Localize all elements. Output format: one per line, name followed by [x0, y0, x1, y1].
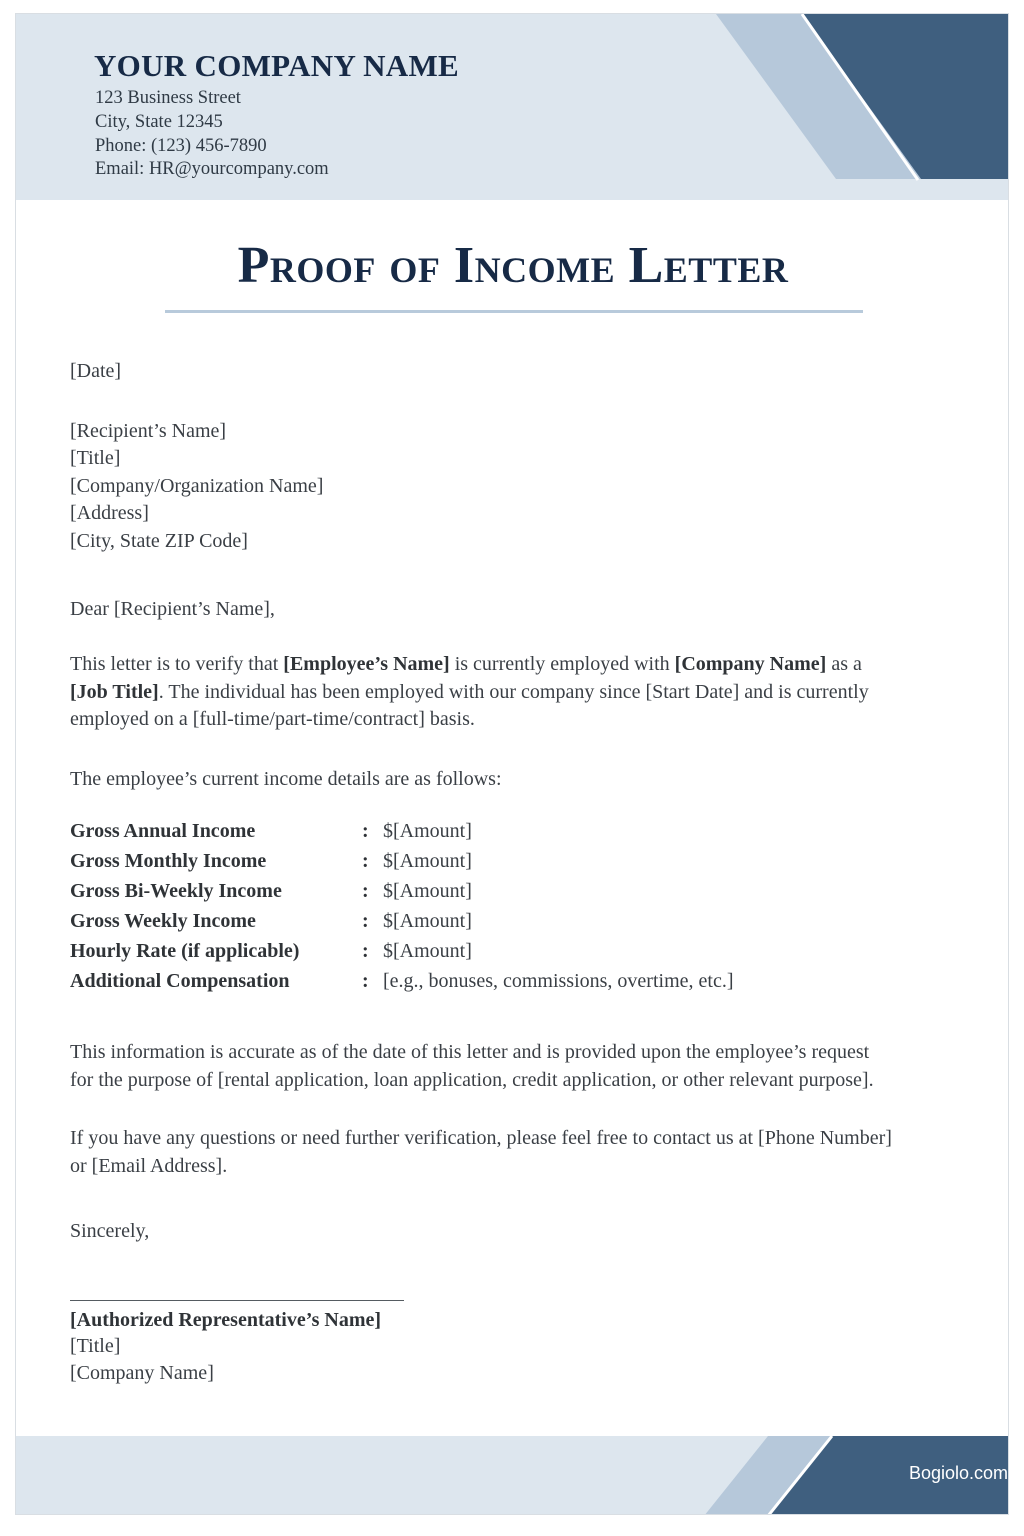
footer-decoration: [16, 1436, 1009, 1515]
recipient-address: [Address]: [70, 502, 149, 524]
letter-date: [Date]: [70, 360, 122, 382]
salutation: Dear [Recipient’s Name],: [70, 598, 275, 620]
recipient-company: [Company/Organization Name]: [70, 475, 324, 497]
income-label: Additional Compensation: [70, 970, 290, 992]
company-street: 123 Business Street: [95, 88, 241, 108]
income-label: Gross Monthly Income: [70, 850, 267, 872]
income-colon: :: [362, 850, 369, 872]
paragraph-line: or [Email Address].: [70, 1154, 228, 1177]
text-run: This letter is to verify that: [70, 653, 284, 675]
contact-paragraph: [70, 1125, 892, 1180]
paragraph-line: [70, 651, 869, 679]
signature-line: [70, 1300, 404, 1301]
employee-name-placeholder: [Employee’s Name]: [283, 653, 450, 675]
income-value: $[Amount]: [383, 880, 472, 902]
income-colon: :: [362, 820, 369, 842]
company-email: Email: HR@yourcompany.com: [95, 159, 329, 179]
signer-name: [Authorized Representative’s Name]: [70, 1309, 382, 1331]
income-colon: :: [362, 970, 369, 992]
signer-title: [Title]: [70, 1335, 121, 1357]
paragraph-line: [70, 679, 869, 707]
text-run: is currently employed with: [449, 653, 675, 675]
company-phone: Phone: (123) 456-7890: [95, 136, 267, 156]
income-value: [e.g., bonuses, commissions, overtime, etc.]: [383, 970, 734, 992]
job-title-placeholder: [Job Title]: [70, 680, 159, 703]
company-city-state: City, State 12345: [95, 112, 223, 132]
income-colon: :: [362, 940, 369, 962]
paragraph-line: This information is accurate as of the date of this letter and is provided upon the employee’s request: [70, 1041, 870, 1063]
letter-page: [15, 13, 1009, 1515]
accuracy-paragraph: [70, 1039, 874, 1094]
letter-title: Proof of Income Letter: [237, 237, 789, 294]
paragraph-line: If you have any questions or need further verification, please feel free to contact us at [Phone Number]: [70, 1127, 892, 1149]
income-value: $[Amount]: [383, 820, 472, 842]
title-underline: [165, 310, 863, 313]
signer-company: [Company Name]: [70, 1362, 214, 1384]
verification-paragraph: [70, 651, 869, 734]
income-label: Gross Bi-Weekly Income: [70, 880, 282, 902]
company-name: YOUR COMPANY NAME: [94, 48, 459, 83]
income-label: Hourly Rate (if applicable): [70, 940, 300, 962]
recipient-title: [Title]: [70, 447, 121, 469]
income-colon: :: [362, 880, 369, 902]
text-run: . The individual has been employed with our company since [Start Date] and is currently: [158, 680, 869, 703]
income-intro: The employee’s current income details are as follows:: [70, 768, 502, 790]
text-run: as a: [826, 653, 862, 675]
income-value: $[Amount]: [383, 910, 472, 932]
income-value: $[Amount]: [383, 850, 472, 872]
footer-brand-text: Bogiolo.com: [908, 1463, 1008, 1483]
company-name-placeholder: [Company Name]: [674, 653, 827, 675]
income-colon: :: [362, 910, 369, 932]
income-label: Gross Annual Income: [70, 820, 256, 842]
recipient-city-zip: [City, State ZIP Code]: [70, 530, 248, 552]
paragraph-line: for the purpose of [rental application, loan application, credit application, or other relevant purpose].: [70, 1068, 874, 1091]
income-label: Gross Weekly Income: [70, 910, 256, 932]
paragraph-line: employed on a [full-time/part-time/contract] basis.: [70, 708, 475, 730]
letterhead: [16, 14, 1009, 200]
closing: Sincerely,: [70, 1220, 150, 1242]
footer-band: [16, 1436, 1009, 1515]
recipient-name: [Recipient’s Name]: [70, 420, 227, 442]
income-value: $[Amount]: [383, 940, 472, 962]
